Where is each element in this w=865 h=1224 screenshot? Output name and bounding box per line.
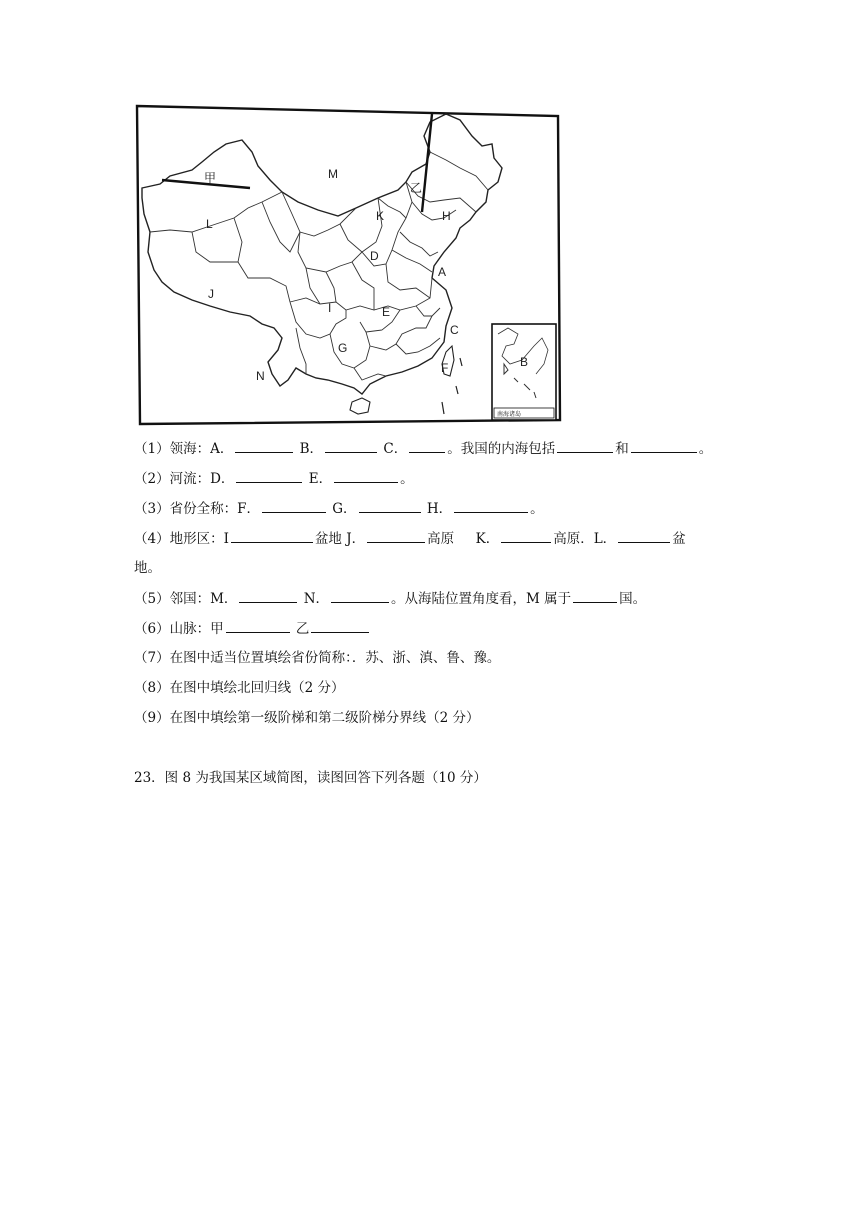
question-6: （6）山脉：甲 乙 [134,618,371,639]
blank-inner-sea-2[interactable] [631,438,697,453]
question-5: （5）邻国：M． N． 。从海陆位置角度看，M 属于 国。 [134,588,646,609]
blank-b[interactable] [325,438,377,453]
south-china-sea-inset [492,324,556,420]
blank-inner-sea-1[interactable] [557,438,613,453]
blank-l[interactable] [618,528,670,543]
label-m: M [328,167,338,181]
inset-caption: 南海诸岛 [497,411,522,418]
blank-h[interactable] [454,498,528,513]
question-4: （4）地形区：I 盆地 J． 高原 K． 高原．L． 盆 [134,528,734,549]
question-4-cont: 地。 [134,560,161,576]
blank-f[interactable] [262,498,326,513]
label-j: J [208,287,214,301]
label-c: C [450,323,459,337]
blank-c[interactable] [409,438,445,453]
label-e: E [382,305,391,319]
label-jia: 甲 [204,171,217,185]
label-d: D [370,249,379,263]
question-8: （8）在图中填绘北回归线（2 分） [134,680,345,696]
label-n: N [256,369,265,383]
blank-yi[interactable] [311,618,369,633]
label-i: I [328,301,332,315]
question-2: （2）河流：D． E． 。 [134,468,414,489]
blank-g[interactable] [359,498,421,513]
question-1: （1）领海：A． B． C． 。我国的内海包括 和 。 [134,438,712,459]
label-a: A [438,265,447,279]
label-k: K [376,209,385,223]
blank-k[interactable] [501,528,551,543]
blank-m[interactable] [239,588,297,603]
label-f: F [441,361,449,375]
question-7: （7）在图中适当位置填绘省份简称：．苏、浙、滇、鲁、豫。 [134,650,501,666]
blank-n[interactable] [331,588,389,603]
blank-d[interactable] [236,468,302,483]
blank-m-type[interactable] [573,588,617,603]
label-g: G [338,341,348,355]
blank-a[interactable] [235,438,293,453]
label-b: B [520,355,529,369]
question-3: （3）省份全称：F． G． H． 。 [134,498,544,519]
blank-e[interactable] [334,468,398,483]
blank-j[interactable] [367,528,425,543]
blank-jia[interactable] [226,618,290,633]
label-l: L [206,217,213,231]
label-h: H [442,209,451,223]
blank-i[interactable] [231,528,313,543]
china-outline-map [130,102,562,426]
question-9: （9）在图中填绘第一级阶梯和第二级阶梯分界线（2 分） [134,710,480,726]
label-yi: 乙 [410,181,423,195]
question-23-heading: 23．图 8 为我国某区域简图，读图回答下列各题（10 分） [134,770,487,786]
